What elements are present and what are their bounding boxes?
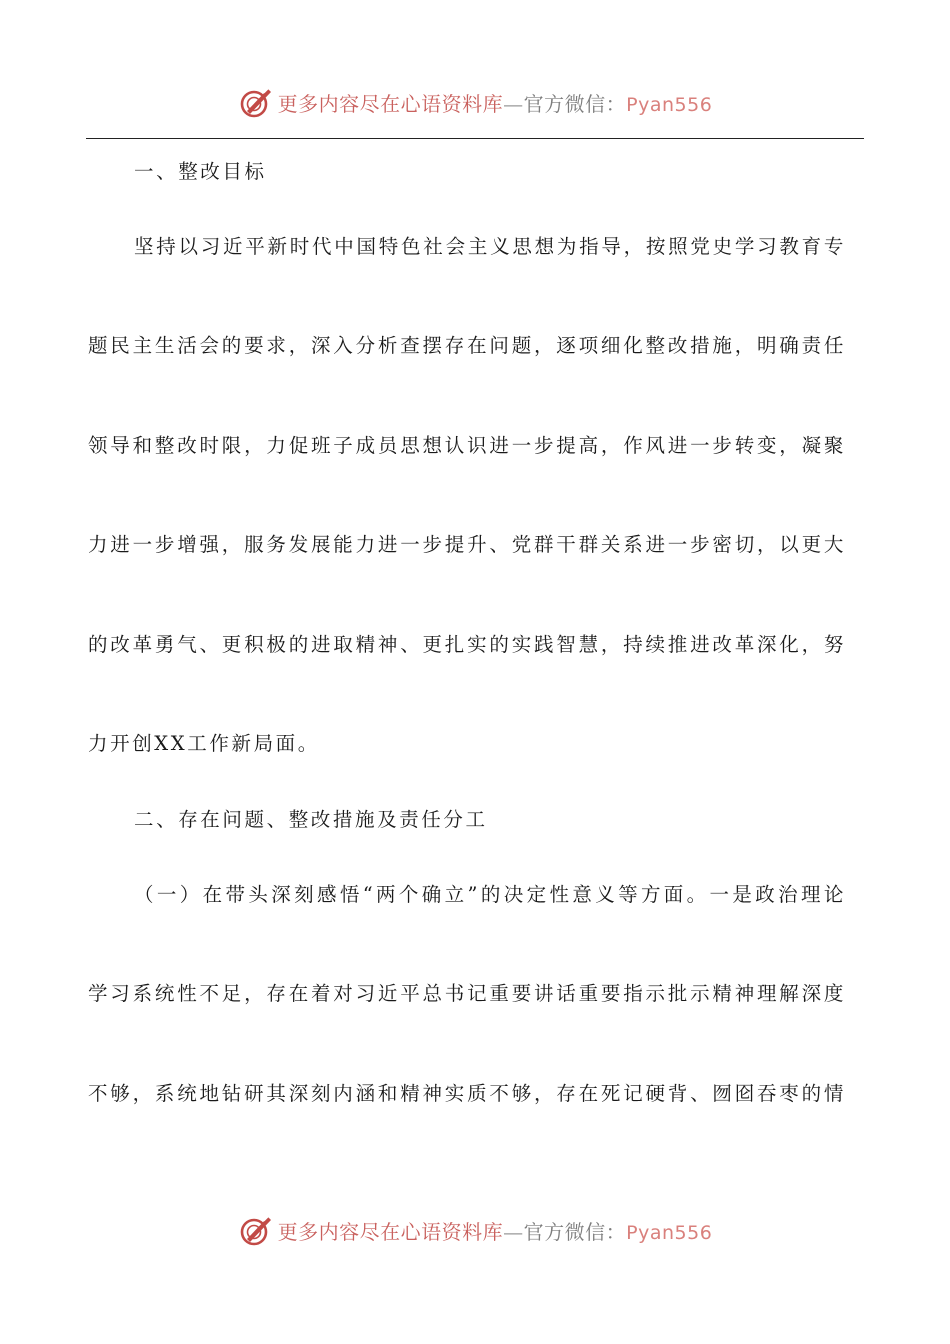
footer-banner-text (278, 1216, 713, 1245)
header-banner (0, 82, 950, 122)
header-wechat-id: Pyan556 (626, 93, 713, 116)
quill-logo-icon (238, 1212, 274, 1248)
footer-site-text: 更多内容尽在心语资料库 (277, 1219, 504, 1244)
paragraph-2-line-2: 学习系统性不足，存在着对习近平总书记重要讲话重要指示批示精神理解深度 (88, 982, 846, 1005)
paragraph-1-line-4: 力进一步增强，服务发展能力进一步提升、党群干群关系进一步密切，以更大 (88, 533, 846, 556)
footer-banner (0, 1210, 950, 1250)
header-banner-text (278, 88, 713, 117)
paragraph-1-line-1: 坚持以习近平新时代中国特色社会主义思想为指导，按照党史学习教育专 (134, 235, 846, 258)
section-heading-1: 一、整改目标 (134, 160, 267, 183)
header-site-text: 更多内容尽在心语资料库 (277, 91, 504, 116)
paragraph-1-line-2: 题民主生活会的要求，深入分析查摆存在问题，逐项细化整改措施，明确责任 (88, 334, 846, 357)
header-dash: — (503, 91, 524, 116)
header-wechat-label: 官方微信： (523, 91, 627, 116)
footer-wechat-id: Pyan556 (626, 1221, 713, 1244)
header-divider (86, 138, 864, 139)
footer-dash: — (503, 1219, 524, 1244)
paragraph-1-line-5: 的改革勇气、更积极的进取精神、更扎实的实践智慧，持续推进改革深化，努 (88, 633, 846, 656)
paragraph-1-line-6: 力开创XX工作新局面。 (88, 732, 320, 755)
quill-logo-icon (238, 84, 274, 120)
paragraph-2-line-3: 不够，系统地钻研其深刻内涵和精神实质不够，存在死记硬背、囫囵吞枣的情 (88, 1082, 846, 1105)
footer-wechat-label: 官方微信： (523, 1219, 627, 1244)
paragraph-1-line-3: 领导和整改时限，力促班子成员思想认识进一步提高，作风进一步转变，凝聚 (88, 434, 846, 457)
paragraph-2-line-1: （一）在带头深刻感悟“两个确立”的决定性意义等方面。一是政治理论 (134, 883, 846, 906)
section-heading-2: 二、存在问题、整改措施及责任分工 (134, 808, 488, 831)
